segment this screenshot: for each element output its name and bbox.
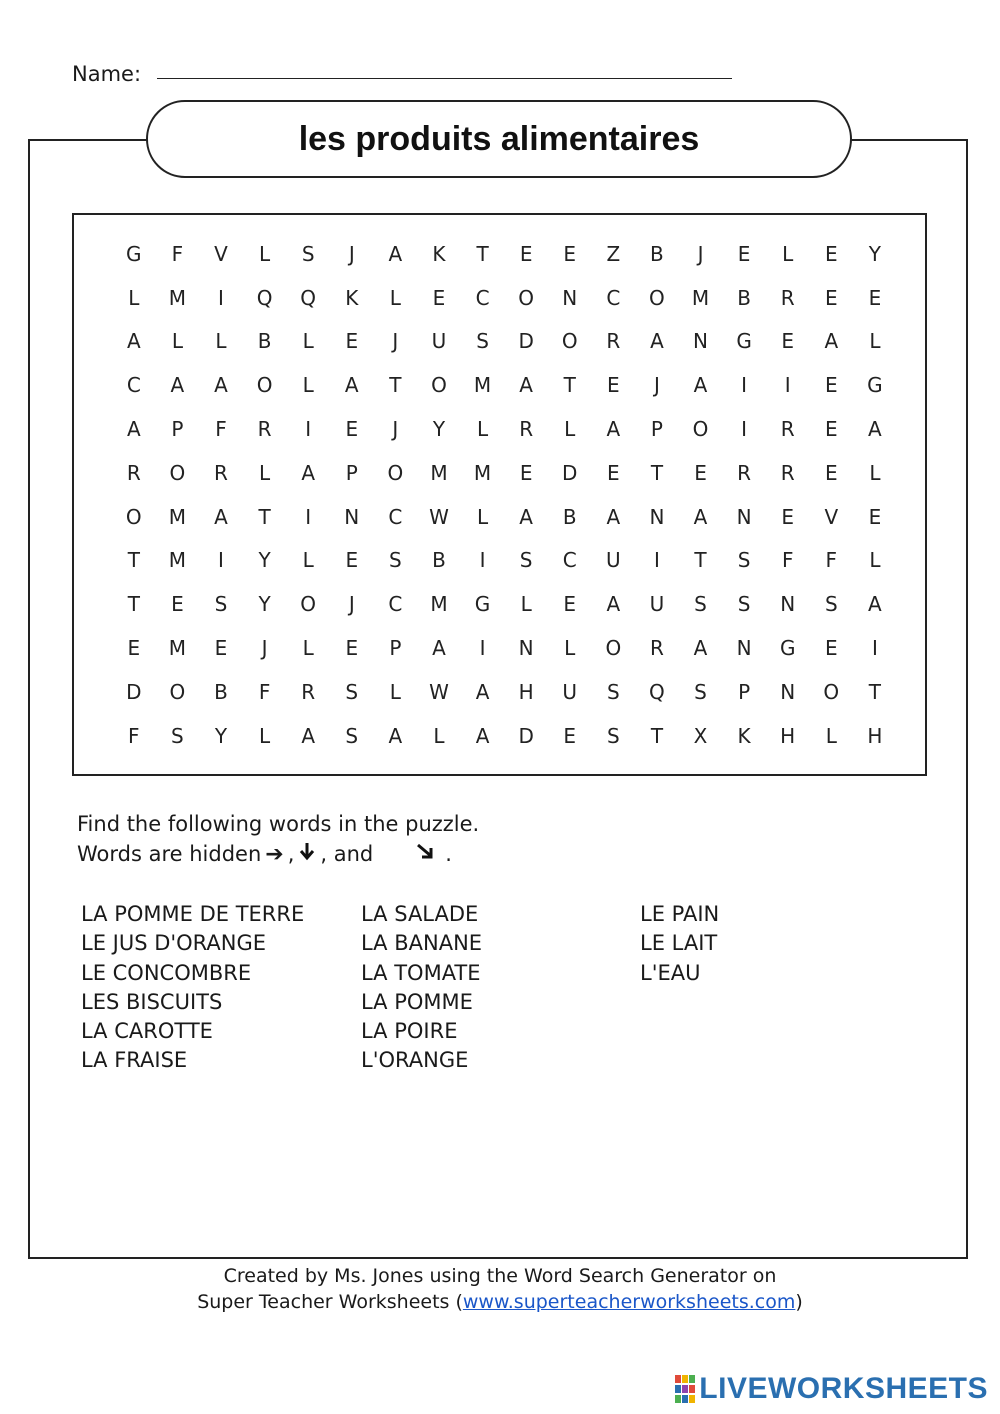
grid-cell[interactable]: S	[301, 241, 315, 266]
grid-cell[interactable]: C	[475, 285, 490, 310]
grid-cell[interactable]: A	[693, 373, 708, 398]
grid-cell[interactable]: P	[738, 679, 751, 704]
grid-cell[interactable]: T	[650, 460, 664, 485]
grid-cell[interactable]: A	[301, 723, 316, 748]
grid-cell[interactable]: A	[170, 373, 185, 398]
grid-cell[interactable]: H	[780, 723, 796, 748]
grid-cell[interactable]: E	[519, 241, 533, 266]
grid-cell[interactable]: M	[168, 504, 187, 529]
grid-cell[interactable]: U	[649, 592, 665, 617]
grid-cell[interactable]: M	[168, 285, 187, 310]
grid-cell[interactable]: N	[518, 636, 534, 661]
grid-cell[interactable]: O	[169, 460, 186, 485]
grid-cell[interactable]: Y	[432, 417, 446, 442]
grid-cell[interactable]: L	[869, 460, 881, 485]
grid-cell[interactable]: H	[867, 723, 883, 748]
word-list-item: LA BANANE	[361, 931, 483, 956]
grid-cell[interactable]: E	[868, 504, 882, 529]
word-list-item: LA SALADE	[361, 902, 479, 926]
grid-cell[interactable]: N	[736, 504, 752, 529]
grid-cell[interactable]: Y	[258, 592, 271, 617]
grid-cell[interactable]: N	[562, 285, 578, 310]
credit-link[interactable]: www.superteacherworksheets.com	[462, 1291, 796, 1313]
grid-cell[interactable]: O	[823, 679, 840, 704]
grid-cell[interactable]: S	[345, 679, 359, 704]
grid-cell[interactable]: K	[432, 241, 446, 266]
name-label-text: Name:	[72, 62, 142, 86]
grid-cell[interactable]: R	[214, 460, 228, 485]
grid-cell[interactable]: C	[388, 592, 403, 617]
name-label	[72, 52, 141, 86]
grid-cell[interactable]: R	[126, 460, 141, 485]
grid-cell[interactable]: E	[563, 723, 577, 748]
grid-cell[interactable]: X	[693, 723, 708, 748]
grid-cell[interactable]: R	[519, 417, 534, 442]
grid-cell[interactable]: E	[781, 504, 795, 529]
grid-cell[interactable]: S	[694, 679, 707, 704]
word-list-item: LA POMME DE TERRE	[81, 902, 305, 926]
grid-cell[interactable]: I	[871, 636, 878, 661]
grid-cell[interactable]: H	[518, 679, 534, 704]
grid-cell[interactable]: T	[127, 592, 140, 617]
grid-cell[interactable]: S	[824, 592, 838, 617]
grid-cell[interactable]: O	[125, 504, 142, 529]
word-list-column-1	[81, 900, 304, 1076]
grid-cell[interactable]: F	[215, 417, 227, 442]
grid-cell[interactable]: L	[259, 460, 271, 485]
grid-cell[interactable]: E	[519, 460, 533, 485]
grid-cell[interactable]: S	[345, 723, 359, 748]
word-list-item: LE LAIT	[640, 931, 718, 956]
grid-cell[interactable]: D	[126, 679, 142, 704]
grid-cell[interactable]: A	[344, 373, 359, 398]
grid-cell[interactable]: R	[649, 636, 664, 661]
grid-cell[interactable]: R	[780, 285, 795, 310]
grid-cell[interactable]: K	[345, 285, 359, 310]
page-title: les produits alimentaires	[298, 119, 700, 158]
grid-cell[interactable]: E	[737, 241, 751, 266]
grid-cell[interactable]: O	[387, 460, 404, 485]
grid-cell[interactable]: Z	[606, 241, 621, 266]
grid-cell[interactable]: L	[215, 329, 227, 354]
grid-cell[interactable]: S	[476, 329, 489, 354]
grid-cell[interactable]: A	[824, 329, 839, 354]
grid-cell[interactable]: A	[126, 329, 141, 354]
grid-cell[interactable]: L	[520, 592, 532, 617]
grid-cell[interactable]: A	[606, 592, 621, 617]
grid-cell[interactable]: A	[475, 723, 490, 748]
grid-cell[interactable]: Y	[214, 723, 228, 748]
grid-cell[interactable]: G	[779, 636, 796, 661]
grid-cell[interactable]: G	[736, 329, 752, 354]
title-banner	[146, 100, 852, 178]
grid-cell[interactable]: L	[869, 329, 881, 354]
grid-cell[interactable]: T	[127, 548, 140, 573]
grid-cell[interactable]: A	[214, 373, 228, 398]
grid-cell[interactable]: M	[168, 636, 187, 661]
grid-cell[interactable]: E	[781, 329, 795, 354]
grid-cell[interactable]: E	[824, 636, 838, 661]
name-field-line[interactable]	[157, 78, 732, 79]
grid-cell[interactable]: G	[474, 592, 491, 617]
grid-cell[interactable]: B	[432, 548, 446, 573]
grid-cell[interactable]: O	[256, 373, 273, 398]
grid-cell[interactable]: A	[388, 241, 403, 266]
grid-cell[interactable]: T	[476, 241, 489, 266]
grid-cell[interactable]: C	[388, 504, 403, 529]
grid-cell[interactable]: D	[518, 723, 534, 748]
credit-line-1: Created by Ms. Jones using the Word Search Generator on	[223, 1265, 777, 1287]
grid-cell[interactable]: R	[780, 417, 795, 442]
grid-cell[interactable]: L	[302, 373, 314, 398]
grid-cell[interactable]: M	[168, 548, 187, 573]
grid-cell[interactable]: C	[126, 373, 141, 398]
separator-and: , and	[320, 842, 374, 866]
instructions-prefix: Words are hidden	[77, 842, 262, 866]
word-list-item: LA CAROTTE	[81, 1019, 213, 1044]
grid-cell[interactable]: E	[214, 636, 228, 661]
grid-cell[interactable]: E	[563, 241, 577, 266]
grid-cell[interactable]: S	[606, 679, 620, 704]
word-list-item: LA POMME	[361, 989, 473, 1014]
word-list-column-3	[640, 900, 719, 988]
grid-cell[interactable]: E	[824, 241, 838, 266]
grid-cell[interactable]: E	[607, 373, 620, 398]
grid-cell[interactable]: E	[868, 285, 882, 310]
grid-cell[interactable]: M	[430, 460, 448, 485]
grid-cell[interactable]: O	[518, 285, 535, 310]
grid-cell[interactable]: T	[258, 504, 271, 529]
arrow-down-icon	[298, 841, 316, 867]
grid-cell[interactable]: B	[737, 285, 751, 310]
grid-cell[interactable]: Q	[649, 679, 665, 704]
grid-cell[interactable]: N	[649, 504, 665, 529]
grid-cell[interactable]: T	[563, 373, 576, 398]
grid-cell[interactable]: R	[301, 679, 316, 704]
grid-cell[interactable]: I	[653, 548, 660, 573]
arrow-diagonal-icon	[415, 842, 435, 867]
grid-cell[interactable]: J	[653, 373, 660, 398]
grid-cell[interactable]: E	[694, 460, 707, 485]
grid-cell[interactable]: B	[650, 241, 664, 266]
grid-cell[interactable]: L	[476, 504, 489, 529]
grid-cell[interactable]: P	[345, 460, 358, 485]
grid-cell[interactable]: S	[214, 592, 228, 617]
grid-cell[interactable]: C	[606, 285, 621, 310]
word-list-item: LE JUS D'ORANGE	[81, 931, 267, 956]
grid-cell[interactable]: S	[737, 548, 751, 573]
grid-cell[interactable]: S	[171, 723, 184, 748]
liveworksheets-logo-icon	[674, 1374, 696, 1404]
word-list-column-2	[361, 900, 482, 1076]
grid-cell[interactable]: T	[694, 548, 707, 573]
grid-cell[interactable]: E	[432, 285, 446, 310]
separator-comma: ,	[287, 842, 295, 866]
grid-cell[interactable]: D	[562, 460, 578, 485]
grid-cell[interactable]: P	[650, 417, 663, 442]
grid-cell[interactable]: F	[825, 548, 838, 573]
grid-cell[interactable]: O	[649, 285, 665, 310]
grid-cell[interactable]: T	[868, 679, 881, 704]
grid-cell[interactable]: I	[741, 373, 748, 398]
grid-cell[interactable]: B	[257, 329, 272, 354]
grid-cell[interactable]: U	[606, 548, 621, 573]
grid-cell[interactable]: D	[518, 329, 534, 354]
grid-cell[interactable]: A	[519, 504, 533, 529]
grid-cell[interactable]: E	[171, 592, 184, 617]
brand-watermark[interactable]	[674, 1372, 988, 1406]
word-list-item: LA FRAISE	[81, 1048, 188, 1073]
grid-cell[interactable]: L	[259, 723, 271, 748]
grid-cell[interactable]: O	[431, 373, 447, 398]
grid-cell[interactable]: A	[214, 504, 228, 529]
grid-cell[interactable]: A	[606, 504, 621, 529]
grid-cell[interactable]: L	[171, 329, 183, 354]
grid-cell[interactable]: E	[127, 636, 141, 661]
grid-cell[interactable]: A	[606, 417, 621, 442]
word-list-item: L'ORANGE	[361, 1048, 469, 1073]
grid-cell[interactable]: I	[479, 548, 486, 573]
grid-cell[interactable]: V	[214, 241, 228, 266]
grid-cell[interactable]: A	[301, 460, 316, 485]
grid-cell[interactable]: A	[519, 373, 533, 398]
grid-cell[interactable]: Q	[300, 285, 317, 310]
word-list-item: LA POIRE	[361, 1019, 458, 1044]
credit-suffix: )	[795, 1291, 803, 1313]
grid-cell[interactable]: L	[825, 723, 837, 748]
grid-cell[interactable]: M	[473, 460, 492, 485]
grid-cell[interactable]: T	[389, 373, 402, 398]
grid-cell[interactable]: L	[302, 548, 314, 573]
grid-cell[interactable]: O	[300, 592, 317, 617]
credit-prefix: Super Teacher Worksheets (	[197, 1291, 463, 1313]
instructions-line-1: Find the following words in the puzzle.	[77, 812, 480, 836]
grid-cell[interactable]: E	[824, 460, 838, 485]
grid-cell[interactable]: E	[563, 592, 577, 617]
grid-cell[interactable]: F	[258, 679, 271, 704]
grid-cell[interactable]: E	[345, 329, 359, 354]
grid-cell[interactable]: J	[348, 241, 355, 266]
grid-cell[interactable]: I	[305, 417, 312, 442]
word-search-grid	[112, 232, 897, 758]
grid-cell[interactable]: E	[345, 548, 359, 573]
grid-cell[interactable]: C	[562, 548, 577, 573]
grid-cell[interactable]: P	[389, 636, 402, 661]
grid-cell[interactable]: K	[737, 723, 751, 748]
grid-cell[interactable]: E	[824, 373, 838, 398]
grid-cell[interactable]: W	[429, 504, 449, 529]
grid-cell[interactable]: L	[302, 636, 314, 661]
grid-cell[interactable]: I	[218, 548, 224, 573]
grid-cell[interactable]: L	[433, 723, 445, 748]
grid-cell[interactable]: O	[605, 636, 622, 661]
grid-cell[interactable]: O	[692, 417, 709, 442]
grid-cell[interactable]: R	[606, 329, 621, 354]
grid-cell[interactable]: I	[305, 504, 312, 529]
grid-cell[interactable]: L	[128, 285, 140, 310]
grid-cell[interactable]: J	[348, 592, 355, 617]
grid-cell[interactable]: M	[691, 285, 710, 310]
word-list-item: LA TOMATE	[361, 960, 481, 985]
grid-cell[interactable]: A	[868, 592, 882, 617]
grid-cell[interactable]: T	[650, 723, 664, 748]
grid-cell[interactable]: U	[562, 679, 578, 704]
grid-cell[interactable]: O	[561, 329, 578, 354]
instructions-line-2	[77, 841, 452, 867]
grid-cell[interactable]: A	[693, 504, 708, 529]
grid-cell[interactable]: U	[431, 329, 447, 354]
grid-cell[interactable]: A	[388, 723, 403, 748]
grid-cell[interactable]: N	[780, 592, 796, 617]
grid-cell[interactable]: F	[781, 548, 794, 573]
grid-cell[interactable]: M	[473, 373, 492, 398]
grid-cell[interactable]: S	[519, 548, 533, 573]
grid-cell[interactable]: E	[345, 417, 359, 442]
grid-cell[interactable]: J	[261, 636, 268, 661]
grid-cell[interactable]: L	[389, 679, 401, 704]
word-list-item: LE CONCOMBRE	[81, 960, 252, 985]
grid-cell[interactable]: A	[432, 636, 446, 661]
grid-cell[interactable]: L	[302, 329, 314, 354]
grid-cell[interactable]: A	[475, 679, 490, 704]
grid-cell[interactable]: I	[741, 417, 748, 442]
grid-cell[interactable]: J	[392, 417, 399, 442]
grid-cell[interactable]: E	[345, 636, 359, 661]
grid-cell[interactable]: N	[344, 504, 360, 529]
grid-cell[interactable]: B	[562, 504, 577, 529]
grid-cell[interactable]: E	[824, 285, 838, 310]
grid-cell[interactable]: R	[737, 460, 752, 485]
grid-cell[interactable]: R	[257, 417, 272, 442]
grid-cell[interactable]: M	[430, 592, 448, 617]
grid-cell[interactable]: S	[606, 723, 620, 748]
word-list-item: LE PAIN	[640, 902, 720, 926]
grid-cell[interactable]: L	[564, 417, 576, 442]
grid-cell[interactable]: W	[429, 679, 449, 704]
grid-cell[interactable]: Q	[256, 285, 273, 310]
grid-cell[interactable]: S	[737, 592, 751, 617]
grid-cell[interactable]: J	[697, 241, 704, 266]
grid-cell[interactable]: N	[780, 679, 796, 704]
grid-cell[interactable]: P	[171, 417, 184, 442]
grid-cell[interactable]: L	[259, 241, 271, 266]
grid-cell[interactable]: N	[736, 636, 752, 661]
grid-cell[interactable]: I	[479, 636, 486, 661]
grid-cell[interactable]: G	[867, 373, 883, 398]
brand-name: LIVEWORKSHEETS	[699, 1372, 988, 1405]
grid-cell[interactable]: L	[782, 241, 794, 266]
grid-cell[interactable]: F	[128, 723, 140, 748]
grid-cell[interactable]: A	[650, 329, 664, 354]
grid-cell[interactable]: I	[218, 285, 224, 310]
grid-cell[interactable]: L	[476, 417, 489, 442]
grid-cell[interactable]: E	[824, 417, 838, 442]
grid-cell[interactable]: A	[693, 636, 708, 661]
credit-line-2	[0, 1289, 1000, 1315]
grid-cell[interactable]: J	[392, 329, 399, 354]
grid-cell[interactable]: Y	[258, 548, 271, 573]
word-list-item: LES BISCUITS	[81, 989, 223, 1014]
grid-cell[interactable]: F	[171, 241, 184, 266]
grid-cell[interactable]: S	[389, 548, 402, 573]
credit-footer	[0, 1263, 1000, 1315]
grid-cell[interactable]: V	[824, 504, 839, 529]
grid-cell[interactable]: R	[780, 460, 795, 485]
grid-cell[interactable]: O	[169, 679, 186, 704]
grid-cell[interactable]: L	[564, 636, 576, 661]
grid-cell[interactable]: I	[784, 373, 791, 398]
word-list-item: L'EAU	[640, 960, 701, 985]
grid-cell[interactable]: G	[126, 241, 142, 266]
grid-cell[interactable]: A	[868, 417, 882, 442]
grid-cell[interactable]: E	[607, 460, 620, 485]
instructions-end: .	[445, 842, 452, 866]
arrow-right-icon: ➔	[265, 841, 284, 867]
grid-cell[interactable]: A	[126, 417, 141, 442]
grid-cell[interactable]: N	[693, 329, 708, 354]
grid-cell[interactable]: Y	[868, 241, 881, 266]
grid-cell[interactable]: L	[869, 548, 881, 573]
grid-cell[interactable]: S	[694, 592, 707, 617]
grid-cell[interactable]: L	[389, 285, 401, 310]
grid-cell[interactable]: B	[214, 679, 228, 704]
